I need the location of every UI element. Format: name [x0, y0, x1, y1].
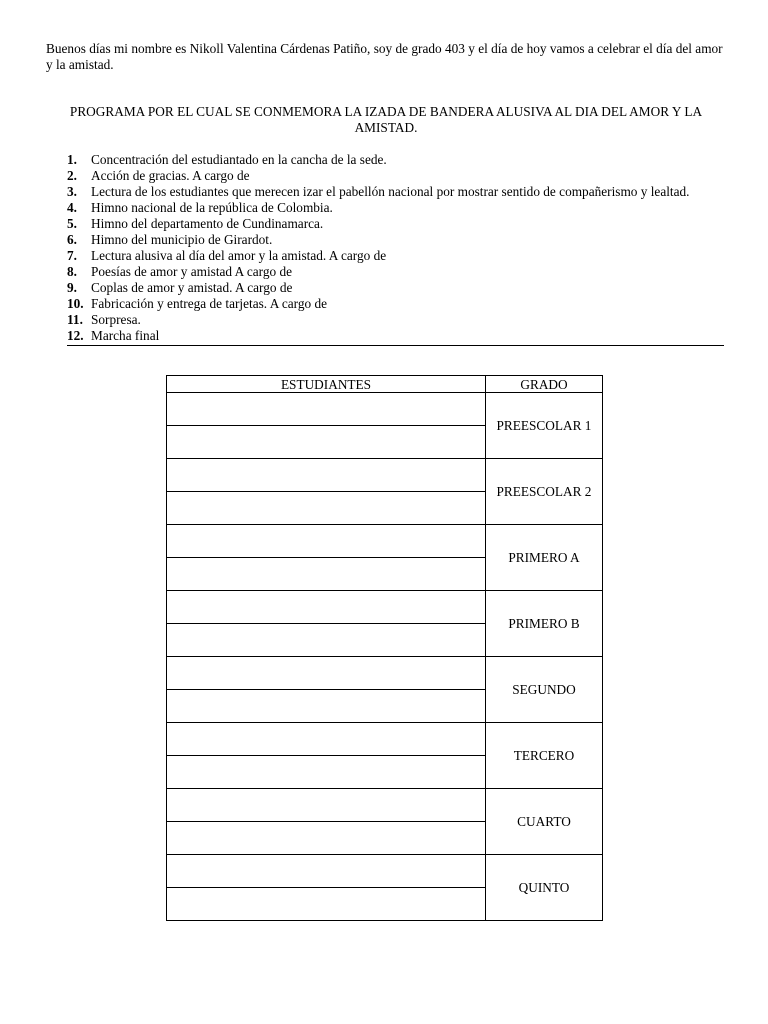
program-item-number: 12.: [67, 328, 84, 343]
student-name-cell: [167, 690, 486, 723]
grade-cell: CUARTO: [486, 789, 603, 855]
grade-cell: SEGUNDO: [486, 657, 603, 723]
program-item-number: 5.: [67, 216, 77, 231]
grade-cell: PRIMERO A: [486, 525, 603, 591]
program-item-number: 10.: [67, 296, 84, 311]
program-item: [67, 168, 724, 184]
table-row: [167, 591, 603, 624]
program-item: [67, 248, 724, 264]
student-name-cell: [167, 756, 486, 789]
table-row: [167, 393, 603, 426]
grade-column-header: GRADO: [486, 376, 603, 393]
program-item: [67, 152, 724, 168]
student-name-cell: [167, 888, 486, 921]
student-name-cell: [167, 855, 486, 888]
program-item-text: Marcha final: [91, 328, 160, 343]
program-item-text: Sorpresa.: [91, 312, 141, 327]
program-item-text: Himno del municipio de Girardot.: [91, 232, 273, 247]
program-item-number: 2.: [67, 168, 77, 183]
table-row: [167, 459, 603, 492]
grade-cell: PREESCOLAR 2: [486, 459, 603, 525]
program-item-text: Poesías de amor y amistad A cargo de: [91, 264, 293, 279]
table-row: [167, 723, 603, 756]
program-item-text: Coplas de amor y amistad. A cargo de: [91, 280, 293, 295]
grade-cell: PREESCOLAR 1: [486, 393, 603, 459]
students-column-header: ESTUDIANTES: [167, 376, 486, 393]
student-name-cell: [167, 393, 486, 426]
student-name-cell: [167, 591, 486, 624]
grades-table: [166, 375, 603, 921]
program-item-text: Himno del departamento de Cundinamarca.: [91, 216, 324, 231]
program-item-number: 6.: [67, 232, 77, 247]
program-item: [67, 200, 724, 216]
student-name-cell: [167, 624, 486, 657]
table-header-row: [167, 376, 603, 393]
student-name-cell: [167, 822, 486, 855]
program-item: [67, 312, 724, 328]
student-name-cell: [167, 525, 486, 558]
program-heading: PROGRAMA POR EL CUAL SE CONMEMORA LA IZADA DE BANDERA ALUSIVA AL DIA DEL AMOR Y LA AMISTAD.: [69, 104, 703, 135]
program-item-text: Concentración del estudiantado en la cancha de la sede.: [91, 152, 387, 167]
student-name-cell: [167, 558, 486, 591]
program-item: [67, 280, 724, 296]
program-item-number: 9.: [67, 280, 77, 295]
student-name-cell: [167, 459, 486, 492]
table-row: [167, 789, 603, 822]
program-item: [67, 296, 724, 312]
table-row: [167, 657, 603, 690]
student-name-cell: [167, 789, 486, 822]
grade-cell: QUINTO: [486, 855, 603, 921]
grade-cell: TERCERO: [486, 723, 603, 789]
program-list: [67, 152, 724, 346]
student-name-cell: [167, 492, 486, 525]
program-item-number: 8.: [67, 264, 77, 279]
program-item-number: 4.: [67, 200, 77, 215]
program-item-text: Himno nacional de la república de Colombia.: [91, 200, 333, 215]
program-item-number: 7.: [67, 248, 77, 263]
program-item: [67, 328, 724, 344]
program-item: [67, 216, 724, 232]
student-name-cell: [167, 426, 486, 459]
program-item-text: Fabricación y entrega de tarjetas. A cargo de: [91, 296, 328, 311]
table-row: [167, 525, 603, 558]
program-item: [67, 264, 724, 280]
program-item-number: 1.: [67, 152, 77, 167]
table-row: [167, 855, 603, 888]
program-item: [67, 232, 724, 248]
program-item-text: Lectura de los estudiantes que merecen izar el pabellón nacional por mostrar sentido de compañerismo y lealtad.: [91, 184, 690, 199]
grade-cell: PRIMERO B: [486, 591, 603, 657]
student-name-cell: [167, 657, 486, 690]
program-item-number: 11.: [67, 312, 83, 327]
program-item: [67, 184, 724, 200]
program-item-text: Acción de gracias. A cargo de: [91, 168, 250, 183]
program-item-number: 3.: [67, 184, 77, 199]
intro-paragraph: Buenos días mi nombre es Nikoll Valentina Cárdenas Patiño, soy de grado 403 y el día de hoy vamos a celebrar el día del amor y la amistad.: [46, 41, 723, 72]
program-item-text: Lectura alusiva al día del amor y la amistad. A cargo de: [91, 248, 387, 263]
student-name-cell: [167, 723, 486, 756]
